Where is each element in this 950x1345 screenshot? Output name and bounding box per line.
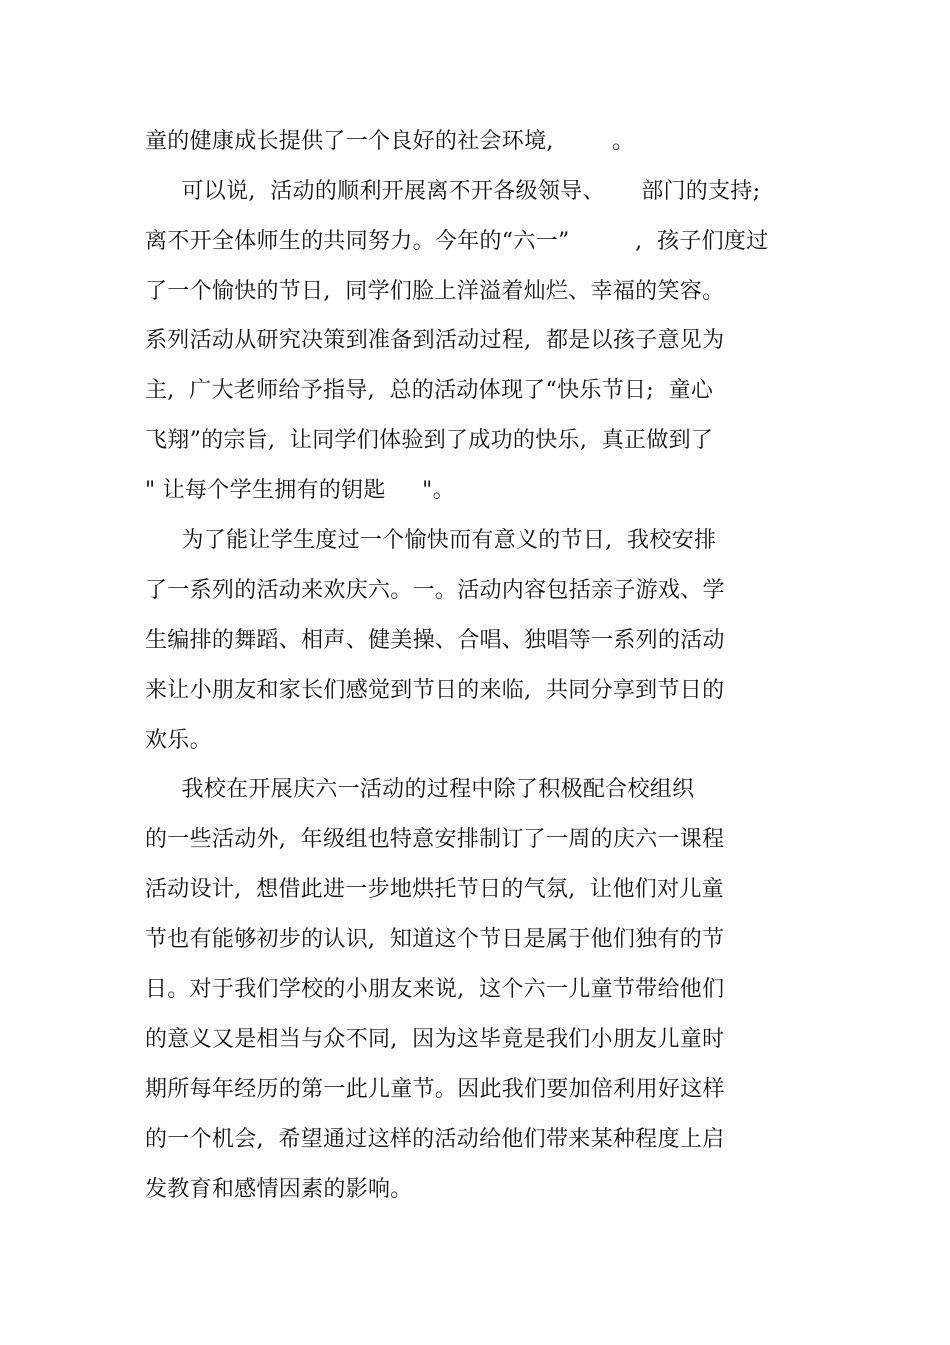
text-line-12: 来让小朋友和家长们感觉到节日的来临, 共同分享到节日的 — [145, 678, 725, 703]
text-line-13: 欢乐。 — [145, 728, 212, 753]
text-line-21: 的一个机会, 希望通过这样的活动给他们带来某种程度上启 — [145, 1127, 725, 1152]
text-line-3: 离不开全体师生的共同努力。今年的“六一” , 孩子们度过 — [145, 229, 769, 254]
text-line-22: 发教育和感情因素的影响。 — [145, 1177, 413, 1202]
text-line-15: 的一些活动外, 年级组也特意安排制订了一周的庆六一课程 — [145, 827, 725, 852]
text-line-11: 生编排的舞蹈、相声、健美操、合唱、独唱等一系列的活动 — [145, 628, 725, 653]
text-line-8: " 让每个学生拥有的钥匙 "。 — [145, 478, 455, 503]
text-line-2: 可以说, 活动的顺利开展离不开各级领导、 部门的支持; — [145, 179, 761, 204]
text-line-18: 日。对于我们学校的小朋友来说, 这个六一儿童节带给他们 — [145, 977, 725, 1002]
text-line-5: 系列活动从研究决策到准备到活动过程, 都是以孩子意见为 — [145, 328, 725, 353]
text-line-1: 童的健康成长提供了一个良好的社会环境, 。 — [145, 129, 635, 154]
text-line-7: 飞翔”的宗旨, 让同学们体验到了成功的快乐, 真正做到了 — [145, 428, 714, 453]
text-line-10: 了一系列的活动来欢庆六。一。活动内容包括亲子游戏、学 — [145, 578, 725, 603]
text-line-20: 期所每年经历的第一此儿童节。因此我们要加倍利用好这样 — [145, 1077, 725, 1102]
text-line-14: 我校在开展庆六一活动的过程中除了积极配合校组织 — [145, 777, 695, 802]
text-line-17: 节也有能够初步的认识, 知道这个节日是属于他们独有的节 — [145, 927, 725, 952]
text-line-9: 为了能让学生度过一个愉快而有意义的节日, 我校安排 — [145, 528, 717, 553]
text-line-19: 的意义又是相当与众不同, 因为这毕竟是我们小朋友儿童时 — [145, 1027, 725, 1052]
text-line-16: 活动设计, 想借此进一步地烘托节日的气氛, 让他们对儿童 — [145, 877, 724, 902]
text-line-4: 了一个愉快的节日, 同学们脸上洋溢着灿烂、幸福的笑容。 — [145, 279, 725, 304]
text-line-6: 主, 广大老师给予指导, 总的活动体现了“快乐节日; 童心 — [145, 378, 714, 403]
